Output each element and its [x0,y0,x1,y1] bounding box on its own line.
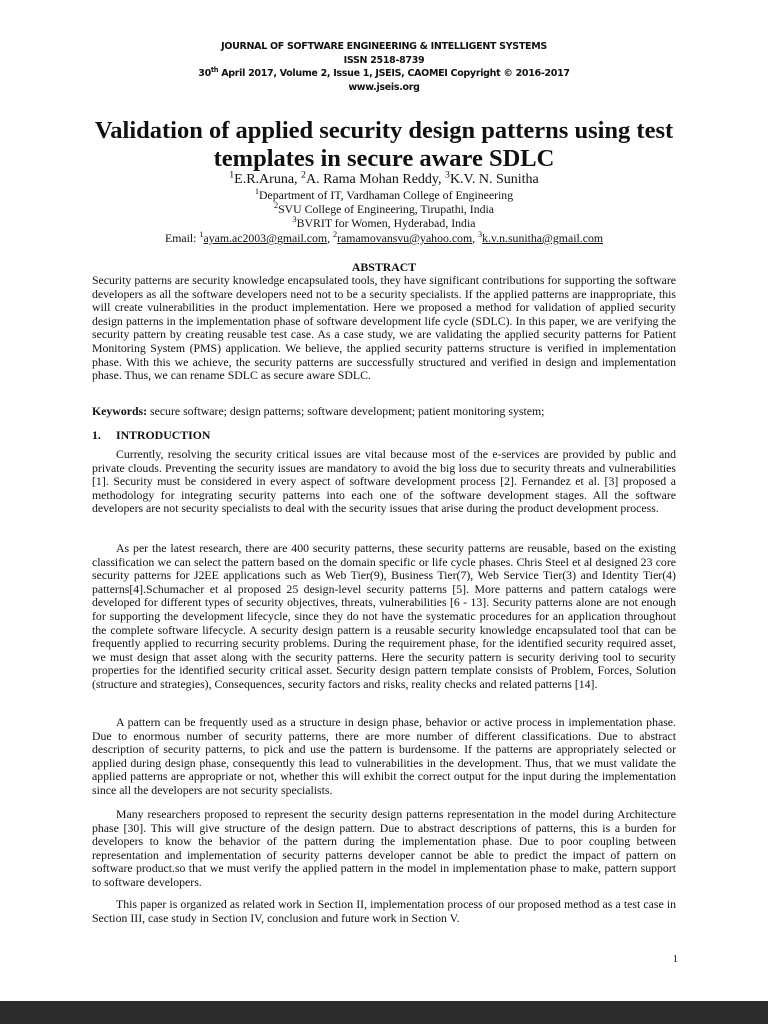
affiliation [0,188,768,202]
issue-details: April 2017, Volume 2, Issue 1, JSEIS, CAOMEI Copyright © 2016-2017 [218,68,570,79]
keywords [92,405,676,419]
author-name: E.R.Aruna, [234,172,302,187]
journal-website: www.jseis.org [348,81,420,93]
author-sup: 3 [445,169,450,181]
email-separator: , [472,231,479,245]
email-separator: , [327,231,333,245]
abstract-text: Security patterns are security knowledge encapsulated tools, they have significant contributions for supporting the software developers as all the software developers need not to be a security specialists. If the applied patterns are inappropriate, this will create vulnerabilities in the product implementation. Here we proposed a method for validation of applied security design patterns in the implementation phase of software development life cycle (SDLC). In this paper, we are verifying the security pattern by creating reusable test case. As a case study, we are validating the applied security patterns for Patient Monitoring System (PMS) application. We believe, the applied security patterns structure is verified in implementation phase. With this we achieve, the security patterns are successfully structured and verified in design and implementation phase. Thus, we can rename SDLC as secure aware SDLC. [92,273,676,383]
affiliation-text: SVU College of Engineering, Tirupathi, India [278,202,495,216]
affiliation [0,202,768,216]
email-link[interactable]: ramamovansvu@yahoo.com [337,231,473,245]
email-sup: 2 [332,230,338,240]
journal-name: JOURNAL OF SOFTWARE ENGINEERING & INTELLIGENT SYSTEMS [221,41,547,52]
issue-day: 30 [198,68,211,79]
affiliation-text: BVRIT for Women, Hyderabad, India [296,216,476,230]
author-name: K.V. N. Sunitha [449,172,539,187]
affiliation-sup: 2 [273,201,279,211]
journal-issue-line [0,67,768,81]
affiliation-text: Department of IT, Vardhaman College of Engineering [259,188,514,202]
page-number: 1 [672,953,678,965]
paper-title: Validation of applied security design patterns using test templates in secure aware SDLC [94,117,674,172]
affiliation [0,216,768,230]
intro-paragraph: This paper is organized as related work in Section II, implementation process of our proposed method as a test case in Section III, case study in Section IV, conclusion and future work in Section V. [92,897,676,925]
email-link[interactable]: k.v.n.sunitha@gmail.com [482,231,604,245]
author-sup: 1 [229,169,235,181]
email-sup: 3 [478,230,483,240]
author-list [0,171,768,188]
affiliation-sup: 1 [254,187,260,197]
affiliation-sup: 3 [292,215,297,225]
section-number: 1. [92,428,101,442]
email-label: Email: [164,231,200,245]
intro-paragraph: Currently, resolving the security critical issues are vital because most of the e-services are provided by public and private clouds. Preventing the security issues are mandatory to avoid the big loss due to security threats and vulnerabilities [1]. Security must be considered in every aspect of software development process [2]. Fernandez et al. [3] proposed a methodology for integrating security patterns into each one of the software development stages. All the software developers are not security specialists to deal with the security issues that arise during the product development process. [92,447,676,516]
email-sup: 1 [199,230,204,240]
section-title: INTRODUCTION [116,428,211,442]
author-sup: 2 [301,169,306,181]
bottom-border [0,1001,768,1024]
keywords-label: Keywords: [92,404,148,418]
issue-day-suffix: th [210,65,219,74]
author-name: A. Rama Mohan Reddy, [305,172,446,187]
affiliations [0,188,768,230]
intro-paragraph: A pattern can be frequently used as a structure in design phase, behavior or active process in implementation phase. Due to enormous number of security patterns, there are more number of different classifications. Due to abstract description of security patterns, to pick and use the pattern is burdensome. If the patterns are appropriately selected or applied during design phase, consequently this lead to vulnerabilities in the development. Thus, that we must validate the applied patterns are appropriate or not, whether this will exhibit the correct output for the input during the implementation since all the developers are not security specialists. [92,715,676,797]
section-heading [92,428,210,442]
email-line [0,231,768,246]
abstract-heading: ABSTRACT [351,260,417,274]
journal-header [0,40,768,94]
intro-paragraph: As per the latest research, there are 400 security patterns, these security patterns are reusable, based on the existing classification we can select the pattern based on the domain specific or life cycle phases. Chris Steel et al designed 23 core security patterns for J2EE applications such as Web Tier(9), Business Tier(7), Web Service Tier(3) and Identity Tier(4) patterns[4].Schumacher et al proposed 25 design-level security patterns [5]. More patterns and pattern catalogs were developed for different types of security objectives, threats, vulnerabilities [6 - 13]. Security patterns alone are not enough for supporting the development lifecycle, since they do not have the systematic procedures for an application throughout the complete software lifecycle. A security design pattern is a reusable security knowledge encapsulated tool that can be frequently applied to recurring security problems. During the requirement phase, for the identified security required asset, we must design that asset along with the security patterns. Here the security pattern is security deriving tool to security properties for the identified security critical asset. Security design pattern template consists of Problem, Forces, Solution (structure and strategies), Consequences, security factors and risks, reality checks and related patterns [14]. [92,541,676,691]
email-link[interactable]: ayam.ac2003@gmail.com [203,231,328,245]
keywords-text: secure software; design patterns; software development; patient monitoring system; [147,404,545,418]
intro-paragraph: Many researchers proposed to represent the security design patterns representation in the model during Architecture phase [30]. This will give structure of the design pattern. Due to abstract descriptions of patterns, this is a burden for developers to know the behavior of the pattern during the implementation phase. Due to poor coupling between representation and implementation of security patterns developer cannot be able to predict the impact of pattern on software product.so that we must verify the applied pattern in the model in implementation phase to make, pattern support to software developers. [92,807,676,889]
journal-issn: ISSN 2518-8739 [343,54,425,66]
